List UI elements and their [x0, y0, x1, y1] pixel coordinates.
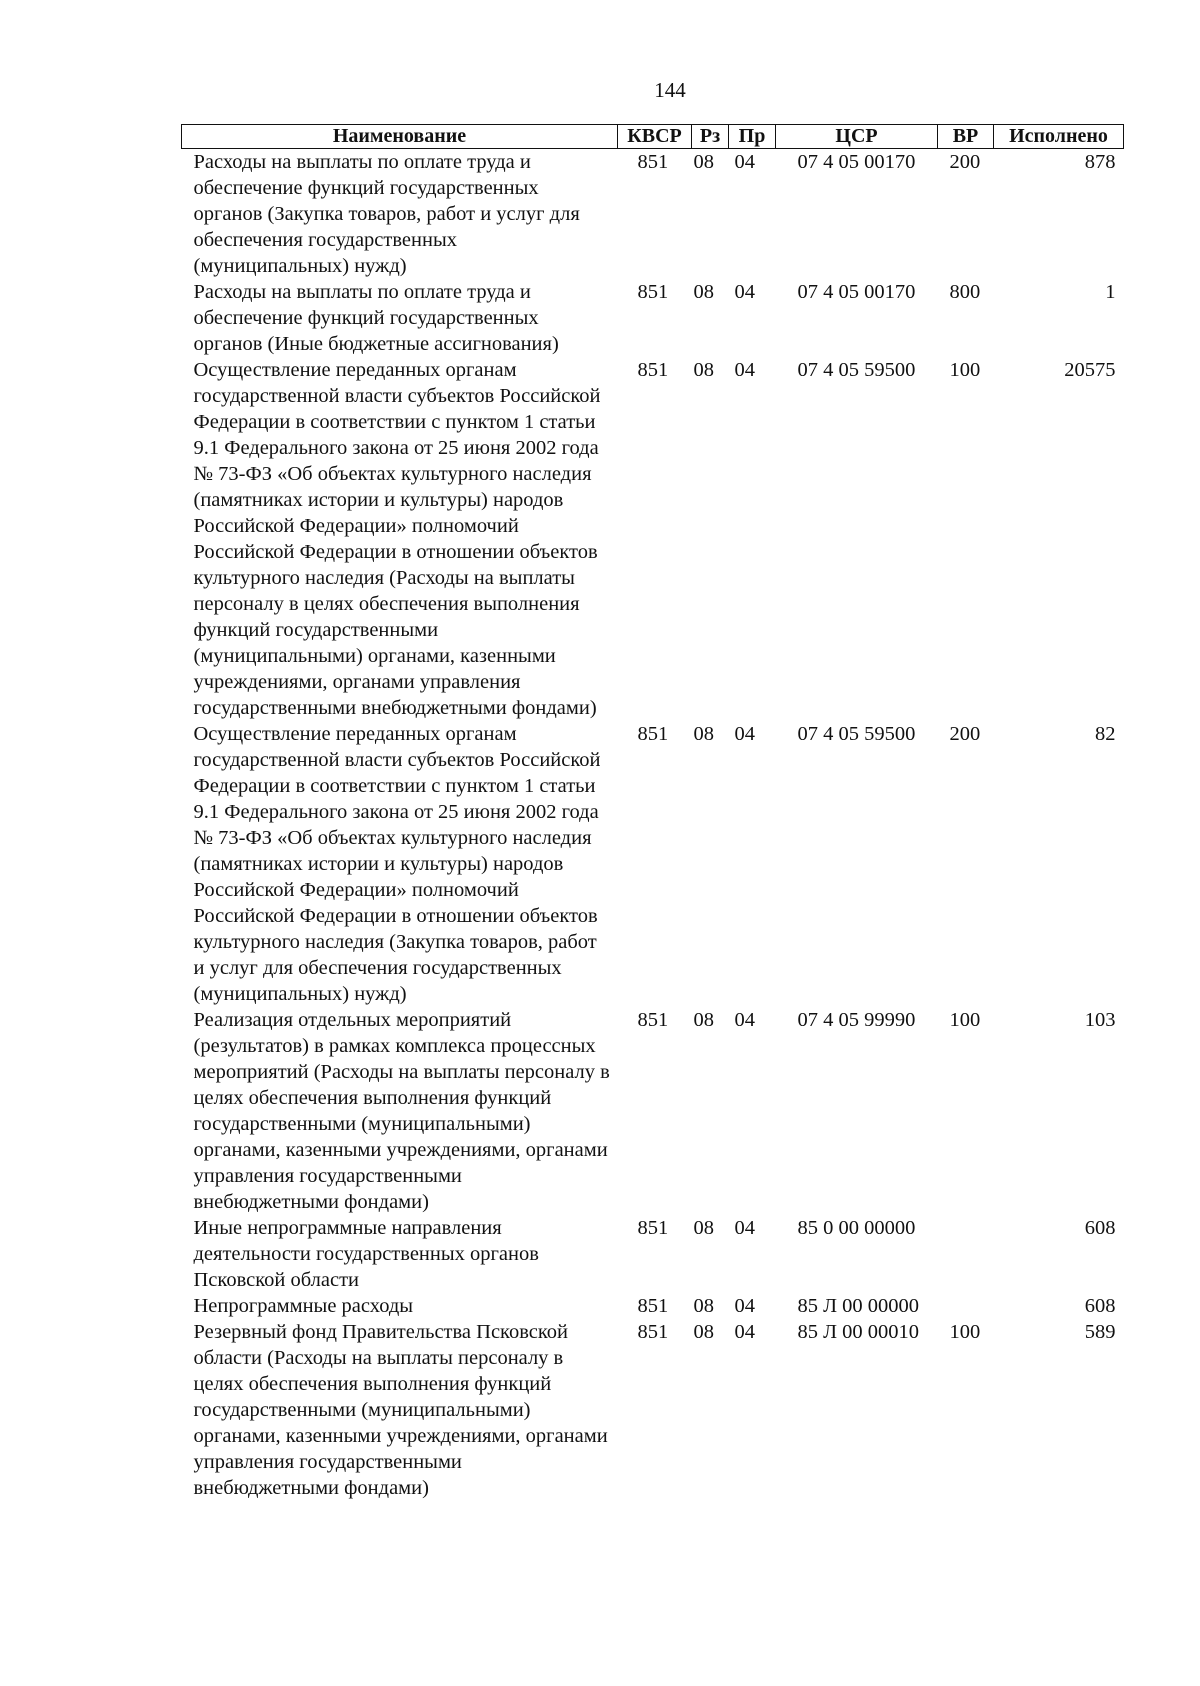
row-done: 589 — [1084, 1321, 1116, 1343]
page-number: 144 — [654, 78, 686, 102]
row-kvsr: 851 — [637, 1321, 669, 1343]
row-rz: 08 — [693, 1217, 714, 1239]
row-csr: 07 4 05 00170 — [797, 151, 916, 173]
header-name: Наименование — [182, 125, 618, 149]
row-csr: 07 4 05 59500 — [797, 359, 916, 381]
row-name: Резервный фонд Правительства Псковской области (Расходы на выплаты персоналу в целях обеспечения выполнения функций государственными (муниципальными) органами, казенными учреждениями, органами управления государственными внебюджетными фондами) — [193, 1321, 608, 1499]
row-done: 878 — [1084, 151, 1116, 173]
table-row — [182, 357, 1124, 721]
budget-table — [181, 124, 1124, 1501]
table-row — [182, 279, 1124, 357]
row-kvsr: 851 — [637, 151, 669, 173]
row-vr: 200 — [949, 723, 981, 745]
table-row — [182, 721, 1124, 1007]
row-done: 103 — [1084, 1009, 1116, 1031]
row-rz: 08 — [693, 1009, 714, 1031]
row-pr: 04 — [734, 281, 755, 303]
row-csr: 07 4 05 59500 — [797, 723, 916, 745]
row-kvsr: 851 — [637, 1009, 669, 1031]
header-kvsr: КВСР — [618, 125, 692, 149]
row-vr — [938, 1293, 994, 1319]
row-vr — [938, 1215, 994, 1293]
row-kvsr: 851 — [637, 281, 669, 303]
row-rz: 08 — [693, 359, 714, 381]
row-done: 82 — [1095, 723, 1116, 745]
header-done: Исполнено — [994, 125, 1124, 149]
row-rz: 08 — [693, 281, 714, 303]
row-csr: 07 4 05 99990 — [797, 1009, 916, 1031]
table-row — [182, 149, 1124, 280]
table-row — [182, 1319, 1124, 1501]
row-name: Осуществление переданных органам государственной власти субъектов Российской Федерации в соответствии с пунктом 1 статьи 9.1 Федерального закона от 25 июня 2002 года № 73-ФЗ «Об объектах культурного наследия (памятниках истории и культуры) народов Российской Федерации» полномочий Российской Федерации в отношении объектов культурного наследия (Расходы на выплаты персоналу в целях обеспечения выполнения функций государственными (муниципальными) органами, казенными учреждениями, органами управления государственными внебюджетными фондами) — [193, 359, 601, 719]
row-name: Иные непрограммные направления деятельности государственных органов Псковской области — [193, 1217, 539, 1291]
row-pr: 04 — [734, 723, 755, 745]
row-vr: 200 — [949, 151, 981, 173]
table-row — [182, 1293, 1124, 1319]
row-csr: 85 0 00 00000 — [797, 1217, 916, 1239]
table-row — [182, 1215, 1124, 1293]
row-vr: 100 — [949, 1009, 981, 1031]
header-pr: Пр — [729, 125, 776, 149]
row-csr: 85 Л 00 00000 — [797, 1295, 920, 1317]
row-name: Расходы на выплаты по оплате труда и обеспечение функций государственных органов (Закупка товаров, работ и услуг для обеспечения государственных (муниципальных) нужд) — [193, 151, 580, 277]
row-rz: 08 — [693, 723, 714, 745]
row-vr: 800 — [949, 281, 981, 303]
row-done: 608 — [1084, 1217, 1116, 1239]
row-pr: 04 — [734, 1009, 755, 1031]
row-vr: 100 — [949, 359, 981, 381]
header-vr: ВР — [938, 125, 994, 149]
row-name: Непрограммные расходы — [193, 1295, 414, 1317]
row-csr: 85 Л 00 00010 — [797, 1321, 920, 1343]
row-kvsr: 851 — [637, 359, 669, 381]
table-header — [182, 125, 1124, 149]
row-done: 20575 — [1064, 359, 1116, 381]
header-csr: ЦСР — [776, 125, 938, 149]
row-rz: 08 — [693, 1321, 714, 1343]
row-pr: 04 — [734, 1321, 755, 1343]
row-pr: 04 — [734, 151, 755, 173]
row-rz: 08 — [693, 1295, 714, 1317]
table-body — [182, 149, 1124, 1502]
row-pr: 04 — [734, 1295, 755, 1317]
row-pr: 04 — [734, 359, 755, 381]
row-done: 1 — [1105, 281, 1116, 303]
row-name: Реализация отдельных мероприятий (результатов) в рамках комплекса процессных мероприятий (Расходы на выплаты персоналу в целях обеспечения выполнения функций государственными (муниципальными) органами, казенными учреждениями, органами управления государственными внебюджетными фондами) — [193, 1009, 610, 1213]
row-pr: 04 — [734, 1217, 755, 1239]
table-row — [182, 1007, 1124, 1215]
row-kvsr: 851 — [637, 1295, 669, 1317]
row-rz: 08 — [693, 151, 714, 173]
row-vr: 100 — [949, 1321, 981, 1343]
row-kvsr: 851 — [637, 1217, 669, 1239]
row-done: 608 — [1084, 1295, 1116, 1317]
row-name: Расходы на выплаты по оплате труда и обеспечение функций государственных органов (Иные бюджетные ассигнования) — [193, 281, 559, 355]
row-name: Осуществление переданных органам государственной власти субъектов Российской Федерации в соответствии с пунктом 1 статьи 9.1 Федерального закона от 25 июня 2002 года № 73-ФЗ «Об объектах культурного наследия (памятниках истории и культуры) народов Российской Федерации» полномочий Российской Федерации в отношении объектов культурного наследия (Закупка товаров, работ и услуг для обеспечения государственных (муниципальных) нужд) — [193, 723, 601, 1005]
row-kvsr: 851 — [637, 723, 669, 745]
header-rz: Рз — [692, 125, 729, 149]
row-csr: 07 4 05 00170 — [797, 281, 916, 303]
